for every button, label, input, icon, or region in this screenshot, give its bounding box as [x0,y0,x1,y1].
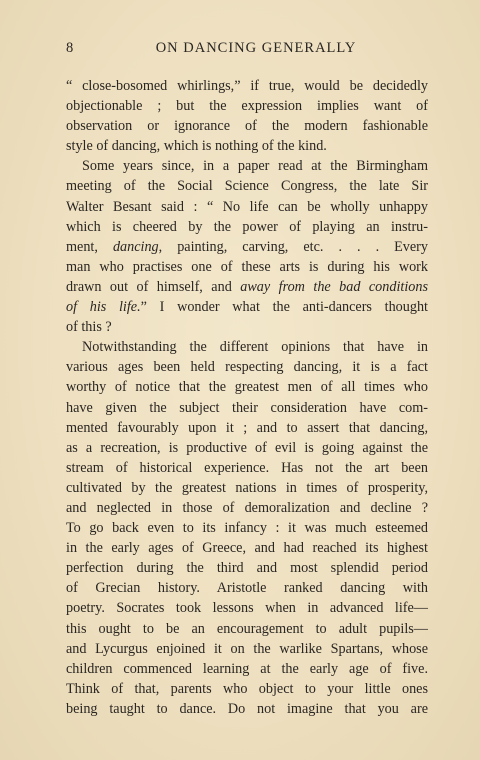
text-run: man who practises one of these arts is during his work [66,258,428,275]
page-number: 8 [66,40,74,56]
text-run: Notwithstanding the different opinions that have in [82,339,428,356]
text-line [66,377,428,397]
text-line [66,558,428,578]
running-title: ON DANCING GENERALLY [155,40,357,56]
text-line [66,337,428,357]
text-run: worthy of notice that the greatest men of all times who [66,379,428,396]
text-line [66,438,428,458]
text-line [66,116,428,136]
paragraph [66,337,428,719]
italic-phrase: of his life. [66,299,141,316]
text-run: of Grecian history. Aristotle ranked dancing with [66,580,428,597]
text-run: Think of that, parents who object to your little ones [66,680,428,697]
text-line [66,458,428,478]
text-line [66,578,428,598]
text-line [66,277,428,297]
text-line [66,96,428,116]
text-line [66,76,428,96]
text-line [66,478,428,498]
text-line [66,619,428,639]
text-run: in the early ages of Greece, and had reached its highest [66,540,428,557]
text-run: To go back even to its infancy : it was much esteemed [66,520,428,537]
text-run: objectionable ; but the expression implies want of [66,98,428,115]
text-line [66,418,428,438]
text-run: ment, [66,238,113,255]
text-line [66,156,428,176]
text-line [66,518,428,538]
text-run: , painting, carving, etc. . . . Every [158,238,429,255]
text-run: have given the subject their consideration have com- [66,399,428,416]
text-run: cultivated by the greatest nations in times of prosperity, [66,479,428,496]
text-run: meeting of the Social Science Congress, the late Sir [66,178,428,195]
text-run: style of dancing, which is nothing of the kind. [66,138,327,155]
text-line [66,297,428,317]
text-line [66,197,428,217]
text-run: of this ? [66,319,112,336]
text-run: which is cheered by the power of playing an instru- [66,218,428,235]
paragraph [66,156,428,337]
text-run: poetry. Socrates took lessons when in advanced life— [66,600,428,617]
text-run: various ages been held respecting dancing, it is a fact [66,359,428,376]
italic-phrase: away from the bad conditions [240,278,428,295]
text-line [66,176,428,196]
text-line [66,136,428,156]
text-line [66,538,428,558]
text-run: ” I wonder what the anti-dancers thought [140,299,428,316]
text-run: observation or ignorance of the modern fashionable [66,118,428,135]
text-run: mented favourably upon it ; and to assert that dancing, [66,419,428,436]
text-run: “ close-bosomed whirlings,” if true, would be decidedly [66,78,428,94]
body-text [66,76,428,719]
text-line [66,237,428,257]
text-run: and Lycurgus enjoined it on the warlike Spartans, whose [66,640,428,657]
text-line [66,679,428,699]
text-line [66,398,428,418]
text-run: drawn out of himself, and [66,278,241,295]
running-head [66,40,428,62]
text-line [66,357,428,377]
text-line [66,498,428,518]
text-line [66,317,428,337]
text-line [66,217,428,237]
text-line [66,659,428,679]
text-line [66,639,428,659]
text-run: Some years since, in a paper read at the Birmingham [82,158,428,175]
text-run: this ought to be an encouragement to adult pupils— [66,620,428,637]
text-line [66,699,428,719]
text-run: being taught to dance. Do not imagine that you are [66,700,428,717]
italic-phrase: dancing [112,238,159,255]
text-line [66,257,428,277]
paragraph [66,76,428,156]
text-run: perfection during the third and most splendid period [66,560,428,577]
text-line [66,598,428,618]
text-run: as a recreation, is productive of evil is going against the [66,439,428,456]
text-run: children commenced learning at the early age of five. [66,660,428,677]
book-page [66,40,428,719]
text-run: stream of historical experience. Has not the art been [66,459,428,476]
text-run: Walter Besant said : “ No life can be wholly unhappy [66,198,428,215]
text-run: and neglected in those of demoralization and decline ? [66,499,428,516]
